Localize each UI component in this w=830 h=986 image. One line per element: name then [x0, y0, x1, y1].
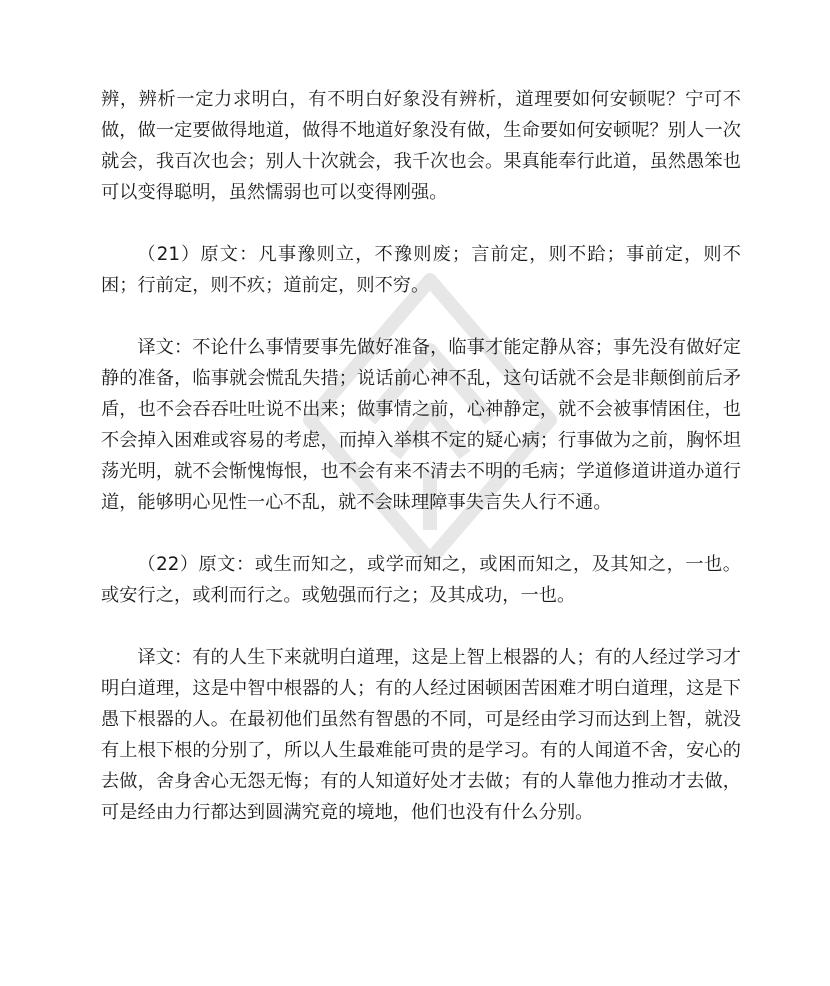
paragraph-22-original: （22）原文：或生而知之，或学而知之，或困而知之，及其知之，一也。或安行之，或利而行之。或勉强而行之；及其成功，一也。 — [101, 554, 741, 606]
paragraph-gap — [101, 208, 741, 239]
paragraph-21-original: （21）原文：凡事豫则立，不豫则废；言前定，则不跲；事前定，则不困；行前定，则不疚；道前定，则不穷。 — [101, 244, 741, 296]
paragraph-gap — [101, 611, 741, 642]
paragraph-gap — [101, 301, 741, 332]
paragraph-21-translation: 译文：不论什么事情要事先做好准备，临事才能定静从容；事先没有做好定静的准备，临事就会慌乱失措；说话前心神不乱，这句话就不会是非颠倒前后矛盾，也不会吞吞吐吐说不出来；做事情之前，心神静定，就不会被事情困住，也不会掉入困难或容易的考虑，而掉入举棋不定的疑心病；行事做为之前，胸怀坦荡光明，就不会惭愧悔恨，也不会有来不清去不明的毛病；学道修道讲道办道行道，能够明心见性一心不乱，就不会昧理障事失言失人行不通。 — [101, 337, 741, 513]
paragraph-continuation: 辨，辨析一定力求明白，有不明白好象没有辨析，道理要如何安顿呢？宁可不做，做一定要做得地道，做得不地道好象没有做，生命要如何安顿呢？别人一次就会，我百次也会；别人十次就会，我千次也会。果真能奉行此道，虽然愚笨也可以变得聪明，虽然懦弱也可以变得刚强。 — [101, 89, 741, 203]
paragraph-22-translation: 译文：有的人生下来就明白道理，这是上智上根器的人；有的人经过学习才明白道理，这是中智中根器的人；有的人经过困顿困苦困难才明白道理，这是下愚下根器的人。在最初他们虽然有智愚的不同，可是经由学习而达到上智，就没有上根下根的分别了，所以人生最难能可贵的是学习。有的人闻道不舍，安心的去做，舍身舍心无怨无悔；有的人知道好处才去做；有的人靠他力推动才去做，可是经由力行都达到圆满究竟的境地，他们也没有什么分别。 — [101, 647, 741, 823]
document-body — [101, 84, 741, 828]
paragraph-gap — [101, 518, 741, 549]
